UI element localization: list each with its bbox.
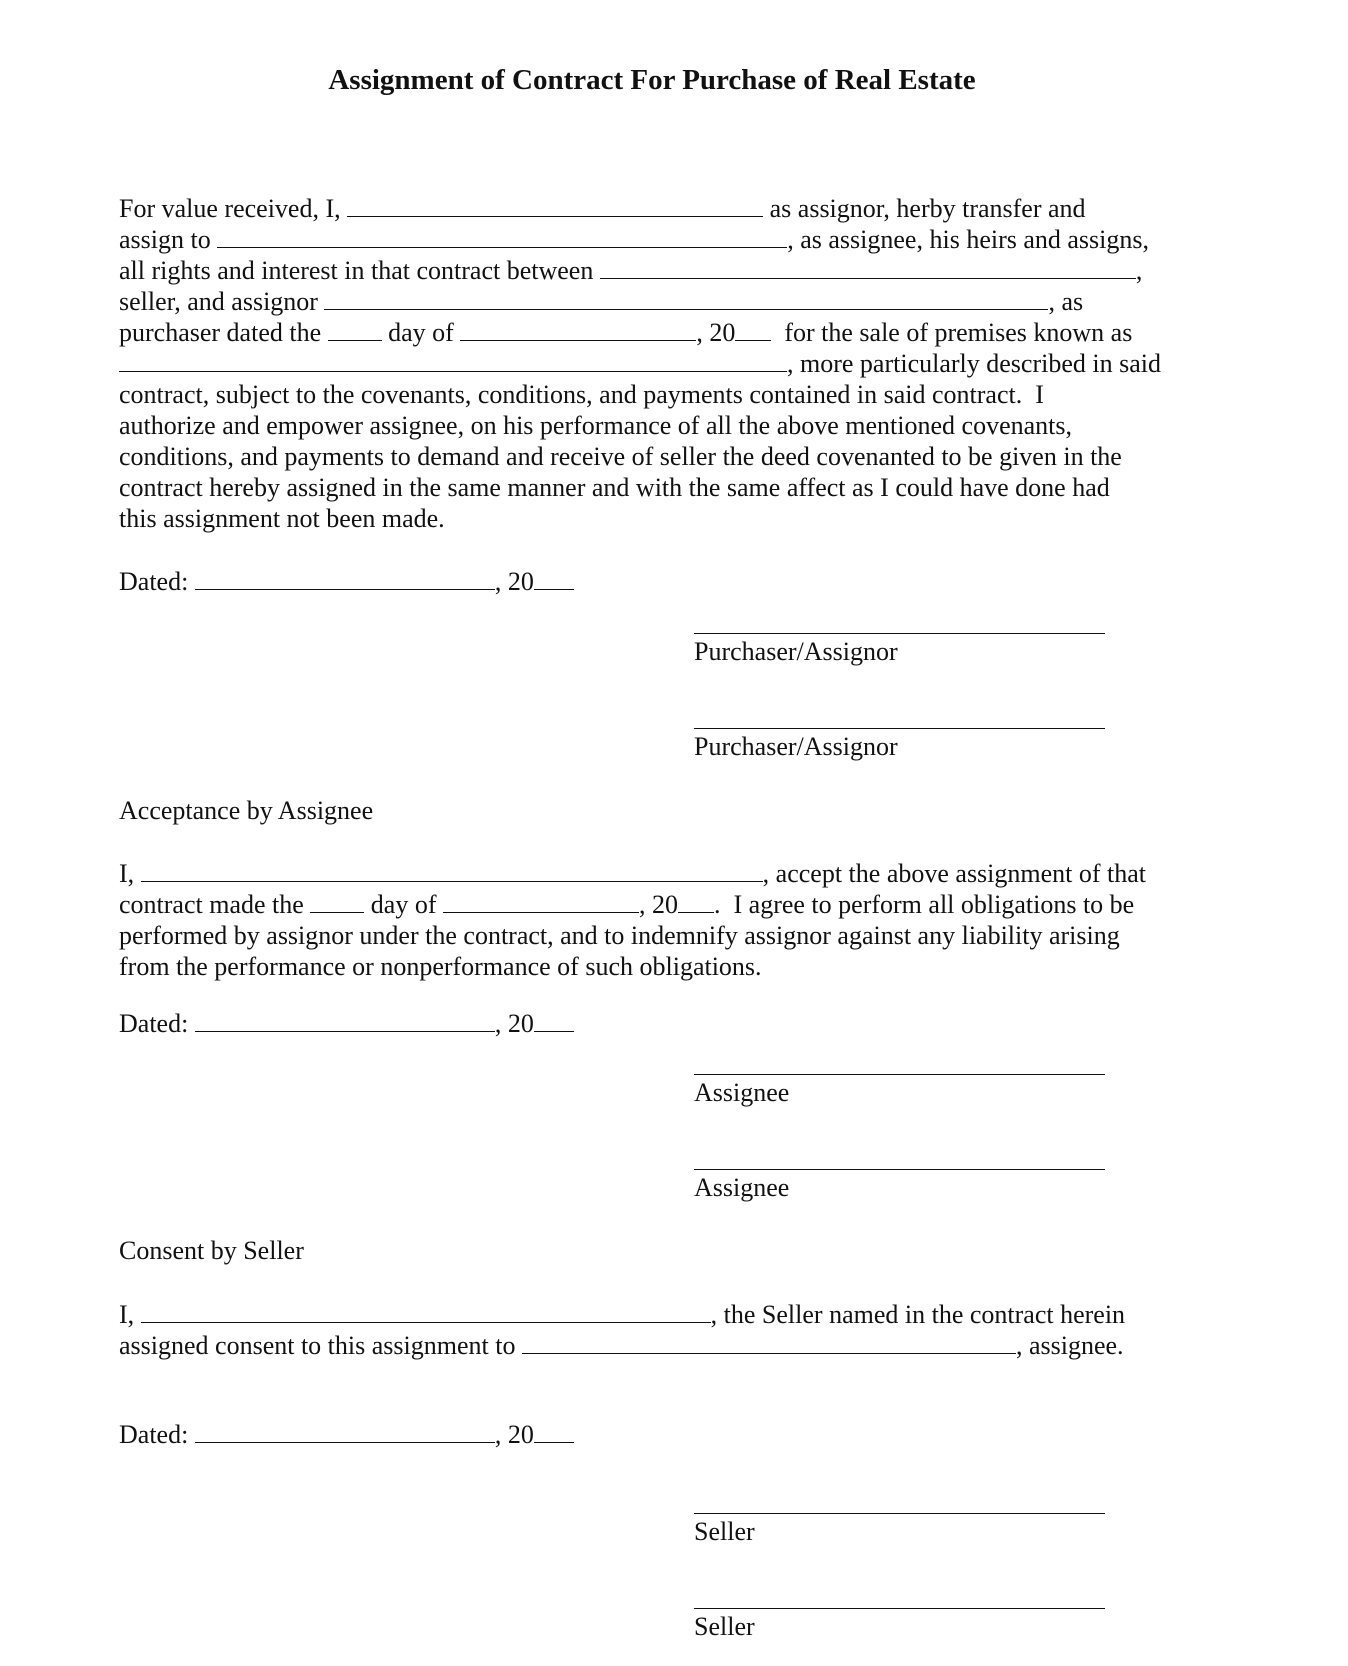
assignment-date-blank[interactable] — [195, 568, 495, 590]
assignment-line-11: this assignment not been made. — [119, 504, 445, 533]
assignor-name-blank[interactable] — [347, 195, 763, 217]
assignment-line-7: contract, subject to the covenants, conditions, and payments contained in said contract. I — [119, 380, 1044, 409]
acceptance-day-blank[interactable] — [310, 891, 364, 913]
consent-heading: Consent by Seller — [119, 1236, 304, 1265]
assignment-line-9: conditions, and payments to demand and receive of seller the deed covenanted to be given in the — [119, 442, 1122, 471]
consent-year-blank[interactable] — [534, 1421, 574, 1443]
assignment-line-3: all rights and interest in that contract between , — [119, 256, 1143, 285]
consent-date-blank[interactable] — [195, 1421, 495, 1443]
acceptance-date-blank[interactable] — [195, 1010, 495, 1032]
acceptance-line-3: performed by assignor under the contract, and to indemnify assignor against any liability arising — [119, 921, 1120, 950]
assignment-year-blank[interactable] — [534, 568, 574, 590]
consent-line-2: assigned consent to this assignment to , assignee. — [119, 1331, 1124, 1360]
contract-day-blank[interactable] — [328, 319, 382, 341]
acceptance-line-1: I, , accept the above assignment of that — [119, 859, 1147, 888]
acceptance-assignee-blank[interactable] — [141, 860, 763, 882]
assignee-signature-label-1: Assignee — [694, 1078, 790, 1107]
assignee-signature-label-2: Assignee — [694, 1173, 790, 1202]
acceptance-dated-line: Dated: , 20 — [119, 1009, 574, 1039]
assignment-line-6: , more particularly described in said — [119, 349, 1161, 379]
contract-month-blank[interactable] — [460, 319, 696, 341]
acceptance-heading: Acceptance by Assignee — [119, 796, 374, 825]
contract-year-blank[interactable] — [735, 319, 771, 341]
consent-assignee-blank[interactable] — [522, 1332, 1016, 1354]
document-title: Assignment of Contract For Purchase of Real Estate — [328, 64, 976, 96]
acceptance-date-year-blank[interactable] — [534, 1010, 574, 1032]
assignment-line-8: authorize and empower assignee, on his performance of all the above mentioned covenants, — [119, 411, 1072, 440]
premises-blank[interactable] — [119, 350, 787, 372]
assignee-signature-line-1[interactable] — [694, 1074, 1105, 1075]
assignment-line-10: contract hereby assigned in the same manner and with the same affect as I could have done had — [119, 473, 1110, 502]
assignee-signature-line-2[interactable] — [694, 1169, 1105, 1170]
consent-line-1: I, , the Seller named in the contract herein — [119, 1300, 1126, 1329]
purchaser-signature-line-1[interactable] — [694, 633, 1105, 634]
assignment-line-1: For value received, I, as assignor, herby transfer and — [119, 194, 1086, 223]
contract-parties-blank[interactable] — [600, 257, 1136, 279]
assignment-line-2: assign to , as assignee, his heirs and assigns, — [119, 225, 1150, 254]
acceptance-month-blank[interactable] — [443, 891, 639, 913]
assignment-line-4: seller, and assignor , as — [119, 287, 1084, 316]
assignment-dated-line: Dated: , 20 — [119, 567, 574, 597]
consent-dated-line: Dated: , 20 — [119, 1420, 574, 1450]
seller-signature-line-2[interactable] — [694, 1608, 1105, 1609]
assignee-name-blank[interactable] — [217, 226, 787, 248]
purchaser-signature-label-1: Purchaser/Assignor — [694, 637, 898, 666]
seller-signature-line-1[interactable] — [694, 1513, 1105, 1514]
acceptance-line-2: contract made the day of , 20 . I agree to perform all obligations to be — [119, 890, 1135, 919]
purchaser-signature-line-2[interactable] — [694, 728, 1105, 729]
assignment-line-5: purchaser dated the day of , 20 for the sale of premises known as — [119, 318, 1133, 347]
seller-name-blank[interactable] — [141, 1301, 711, 1323]
seller-signature-label-2: Seller — [694, 1612, 755, 1641]
seller-signature-label-1: Seller — [694, 1517, 755, 1546]
purchaser-signature-label-2: Purchaser/Assignor — [694, 732, 898, 761]
assignor-blank[interactable] — [324, 288, 1048, 310]
acceptance-line-4: from the performance or nonperformance of such obligations. — [119, 952, 762, 981]
acceptance-year-blank[interactable] — [678, 891, 714, 913]
